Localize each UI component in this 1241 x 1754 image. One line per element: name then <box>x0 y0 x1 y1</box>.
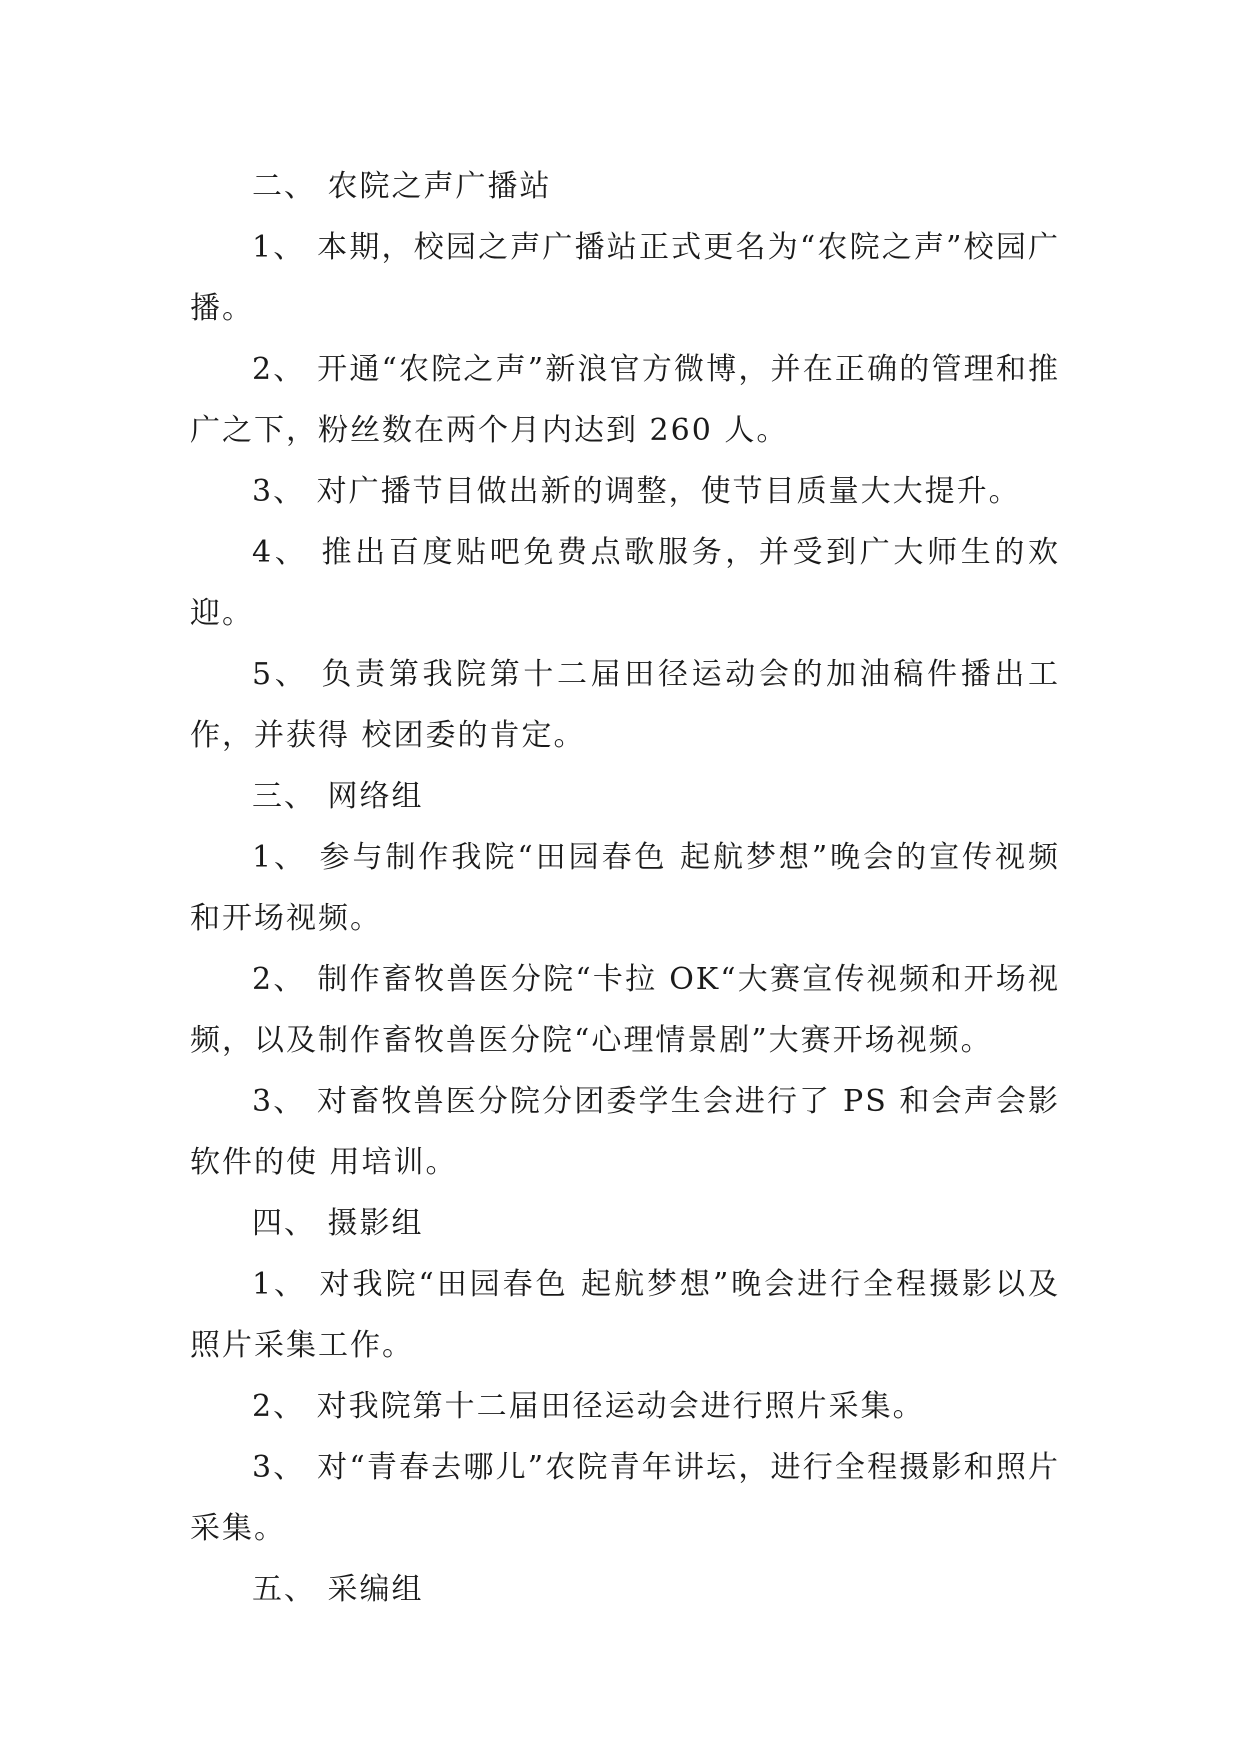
section-heading-photography: 四、 摄影组 <box>252 1206 424 1241</box>
paragraph-photography-3: 3、 对“青春去哪儿”农院青年讲坛，进行全程摄影和照片采集。 <box>190 1450 1060 1546</box>
paragraph-broadcast-1: 1、 本期，校园之声广播站正式更名为“农院之声”校园广播。 <box>190 230 1060 326</box>
paragraph-broadcast-5: 5、 负责第我院第十二届田径运动会的加油稿件播出工作，并获得 校团委的肯定。 <box>190 657 1060 753</box>
paragraph-network-2: 2、 制作畜牧兽医分院“卡拉 OK“大赛宣传视频和开场视频，以及制作畜牧兽医分院“心理情景剧”大赛开场视频。 <box>190 962 1060 1058</box>
document-body <box>190 156 1060 1620</box>
paragraph-broadcast-3: 3、 对广播节目做出新的调整，使节目质量大大提升。 <box>252 474 1021 509</box>
section-heading-broadcast: 二、 农院之声广播站 <box>252 169 552 204</box>
paragraph-broadcast-4: 4、 推出百度贴吧免费点歌服务，并受到广大师生的欢迎。 <box>190 535 1060 631</box>
paragraph-photography-2: 2、 对我院第十二届田径运动会进行照片采集。 <box>252 1389 925 1424</box>
paragraph-broadcast-2: 2、 开通“农院之声”新浪官方微博，并在正确的管理和推广之下，粉丝数在两个月内达到 260 人。 <box>190 352 1060 448</box>
section-heading-editorial: 五、 采编组 <box>252 1572 424 1607</box>
paragraph-photography-1: 1、 对我院“田园春色 起航梦想”晚会进行全程摄影以及照片采集工作。 <box>190 1267 1060 1363</box>
section-heading-network: 三、 网络组 <box>252 779 424 814</box>
paragraph-network-1: 1、 参与制作我院“田园春色 起航梦想”晚会的宣传视频和开场视频。 <box>190 840 1060 936</box>
paragraph-network-3: 3、 对畜牧兽医分院分团委学生会进行了 PS 和会声会影软件的使 用培训。 <box>190 1084 1060 1180</box>
